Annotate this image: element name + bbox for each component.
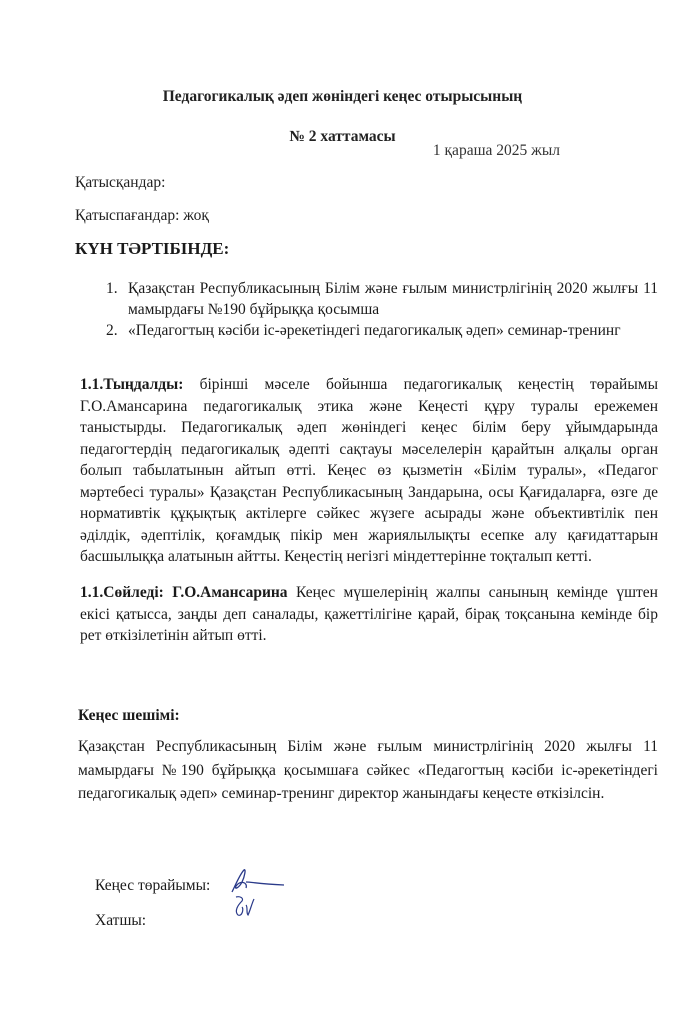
participants-label: Қатысқандар: — [75, 174, 166, 191]
spoke-label: 1.1.Сөйледі: Г.О.Амансарина — [80, 584, 288, 601]
agenda-heading: КҮН ТӘРТІБІНДЕ: — [75, 239, 230, 258]
chair-signature-icon — [226, 866, 286, 896]
protocol-number: № 2 хаттамасы — [289, 128, 396, 145]
agenda-list — [106, 278, 658, 341]
secretary-signature-icon — [230, 893, 258, 919]
decision-text: Қазақстан Республикасының Білім және ғылым министрлігінің 2020 жылғы 11 мамырдағы №190 бұйрыққа қосымшаға сәйкес «Педагогтың кәсіби іс-әрекетіндегі педагогикалық әдеп» семинар-тренинг директор жанындағы кеңесте өткізілсін. — [78, 738, 658, 802]
agenda-item-text: «Педагогтың кәсіби іс-әрекетіндегі педагогикалық әдеп» семинар-тренинг — [128, 322, 621, 339]
secretary-label: Хатшы: — [95, 912, 147, 929]
chair-label: Кеңес төрайымы: — [95, 877, 211, 894]
absent-label: Қатыспағандар: жоқ — [75, 207, 209, 224]
spoke-paragraph — [80, 582, 658, 647]
agenda-item — [106, 278, 658, 320]
spoke-text: Кеңес мүшелерінің жалпы санының кемінде үштен екісі қатысса, заңды деп саналады, қажеттілігіне қарай, бірақ тоқсанына кемінде бір рет өткізілетінін айтып өтті. — [80, 584, 658, 644]
decision-heading: Кеңес шешімі: — [78, 707, 180, 724]
heard-label: 1.1.Тыңдалды: — [80, 376, 184, 393]
agenda-item-number: 2. — [106, 322, 118, 339]
agenda-item-number: 1. — [106, 280, 118, 297]
agenda-item-text: Қазақстан Республикасының Білім және ғылым министрлігінің 2020 жылғы 11 мамырдағы №190 бұйрыққа қосымша — [128, 280, 658, 318]
heard-text: бірінші мәселе бойынша педагогикалық кеңестің төрайымы Г.О.Амансарина педагогикалық этика және Кеңесті құру туралы ережемен таныстырды. Педагогикалық әдеп жөніндегі кеңес білім беру ұйымдарында педагогтердің педагогикалық әдепті сақтауы мәселелерін қарайтын алқалы орган болып табылатынын айтып өтті. Кеңес өз қызметін «Білім туралы», «Педагог мәртебесі туралы» Қазақстан Республикасының Зандарына, осы Қағидаларға, өзге де нормативтік құқықтық актілерге сәйкес жүзеге асырады және объективтілік пен әділдік, әдептілік, қоғамдық пікір мен жариялылықты есепке алу қағидаттарын басшылыққа алатынын айтты. Кеңестің негізгі міндеттерінне тоқталып кетті. — [80, 376, 658, 565]
heard-paragraph — [80, 374, 658, 568]
document-date: 1 қараша 2025 жыл — [432, 142, 560, 159]
agenda-item — [106, 320, 658, 341]
document-title: Педагогикалық әдеп жөніндегі кеңес отырысының — [162, 88, 523, 105]
